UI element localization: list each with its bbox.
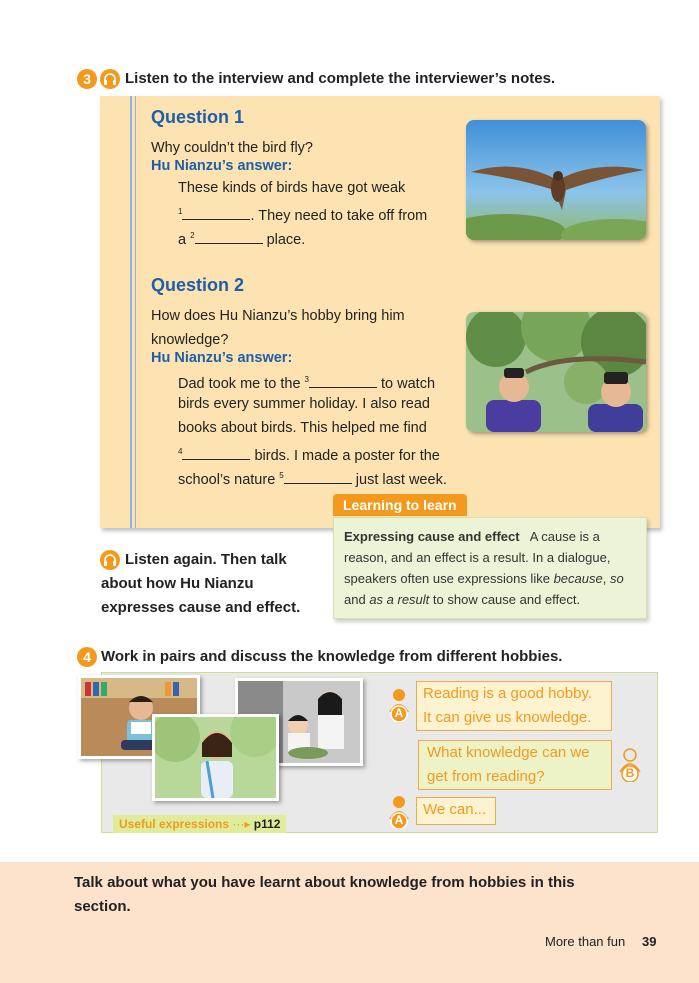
activity-number-badge: 3 (77, 69, 97, 89)
blank-number: 1 (178, 207, 183, 216)
speech-bubble-b1 (418, 740, 612, 790)
answer-blank-3[interactable] (309, 373, 377, 388)
q2-text-fragment: to watch (377, 375, 436, 392)
ltl-emphasis: as a result (369, 592, 430, 607)
q1-text-fragment: place. (262, 231, 306, 248)
speaker-b-avatar (617, 748, 643, 782)
bubble-line: What knowledge can we (427, 744, 590, 761)
q2-text-fragment: Dad took me to the (178, 375, 305, 392)
unit-title: More than fun (545, 934, 626, 949)
ltl-emphasis: because (553, 571, 603, 586)
activity3-heading: Listen to the interview and complete the interviewer’s notes. (125, 70, 556, 87)
bubble-line: Reading is a good hobby. (423, 685, 593, 702)
q2-answer-line: birds every summer holiday. I also read (178, 396, 430, 412)
flying-bird-photo (466, 120, 646, 240)
question2-text: knowledge? (151, 332, 229, 348)
useful-expressions-page: p112 (253, 817, 281, 831)
q1-answer-line: These kinds of birds have got weak (178, 180, 406, 196)
answer-blank-5[interactable] (284, 469, 352, 484)
speaker-a-letter: A (394, 706, 404, 720)
headphones-icon[interactable] (100, 550, 120, 570)
q2-answer-line (178, 464, 447, 492)
blank-number: 2 (190, 231, 195, 240)
listen-again-line: expresses cause and effect. (101, 599, 301, 616)
question2-text: How does Hu Nianzu’s hobby bring him (151, 308, 405, 324)
speech-bubble-a2: We can... (416, 797, 496, 825)
page-number: 39 (642, 934, 657, 949)
outdoor-photo (152, 714, 279, 801)
ltl-text: , (602, 571, 610, 586)
q2-answer-line: books about birds. This helped me find (178, 420, 427, 436)
ltl-emphasis: so (609, 571, 624, 586)
question1-text: Why couldn’t the bird fly? (151, 140, 313, 156)
activity4-heading: Work in pairs and discuss the knowledge from different hobbies. (101, 648, 563, 665)
question2-title: Question 2 (151, 275, 245, 295)
summary-task-line: section. (74, 898, 131, 915)
question1-title: Question 1 (151, 107, 245, 127)
useful-expressions-label: Useful expressions (119, 817, 230, 831)
speaker-b-letter: B (625, 766, 635, 780)
blank-number: 3 (304, 375, 309, 384)
q1-text-fragment: a (178, 231, 191, 248)
listen-again-line: about how Hu Nianzu (101, 575, 254, 592)
ltl-text: to show cause and effect. (429, 592, 581, 607)
question1-answer-label: Hu Nianzu’s answer: (151, 158, 293, 174)
ltl-text: and (344, 592, 370, 607)
question2-answer-label: Hu Nianzu’s answer: (151, 350, 293, 366)
ltl-title: Expressing cause and effect (344, 529, 520, 544)
q2-text-fragment: just last week. (351, 471, 447, 488)
blank-number: 5 (279, 471, 284, 480)
learning-to-learn-box (333, 517, 647, 619)
notes-margin-line (130, 96, 132, 528)
bubble-line: It can give us knowledge. (423, 709, 592, 726)
bubble-line: get from reading? (427, 768, 545, 785)
answer-blank-1[interactable] (182, 205, 250, 220)
notes-margin-line (135, 96, 136, 528)
q2-text-fragment: school’s nature (178, 471, 280, 488)
listen-again-line: Listen again. Then talk (125, 551, 287, 568)
q1-text-fragment: . They need to take off from (250, 207, 428, 224)
speaker-a-avatar (386, 688, 412, 722)
speech-bubble-a1 (416, 681, 612, 731)
ltl-text: A cause is a reason, and an effect is a result. In a dialogue, speakers often use expressions like (344, 529, 611, 586)
q1-answer-line (178, 224, 305, 252)
activity-number-badge: 4 (77, 647, 97, 667)
answer-blank-2[interactable] (195, 229, 263, 244)
speaker-a-letter: A (394, 813, 404, 827)
headphones-icon[interactable] (100, 69, 120, 89)
learning-to-learn-tab: Learning to learn (333, 494, 467, 516)
q2-text-fragment: birds. I made a poster for the (250, 447, 440, 464)
blank-number: 4 (178, 447, 183, 456)
arrow-right-icon: ···▸ (232, 817, 251, 831)
summary-task-line: Talk about what you have learnt about knowledge from hobbies in this (74, 874, 575, 891)
answer-blank-4[interactable] (182, 445, 250, 460)
speaker-a-avatar (386, 795, 412, 829)
useful-expressions-link[interactable] (113, 815, 286, 833)
birdwatching-photo (466, 312, 646, 432)
